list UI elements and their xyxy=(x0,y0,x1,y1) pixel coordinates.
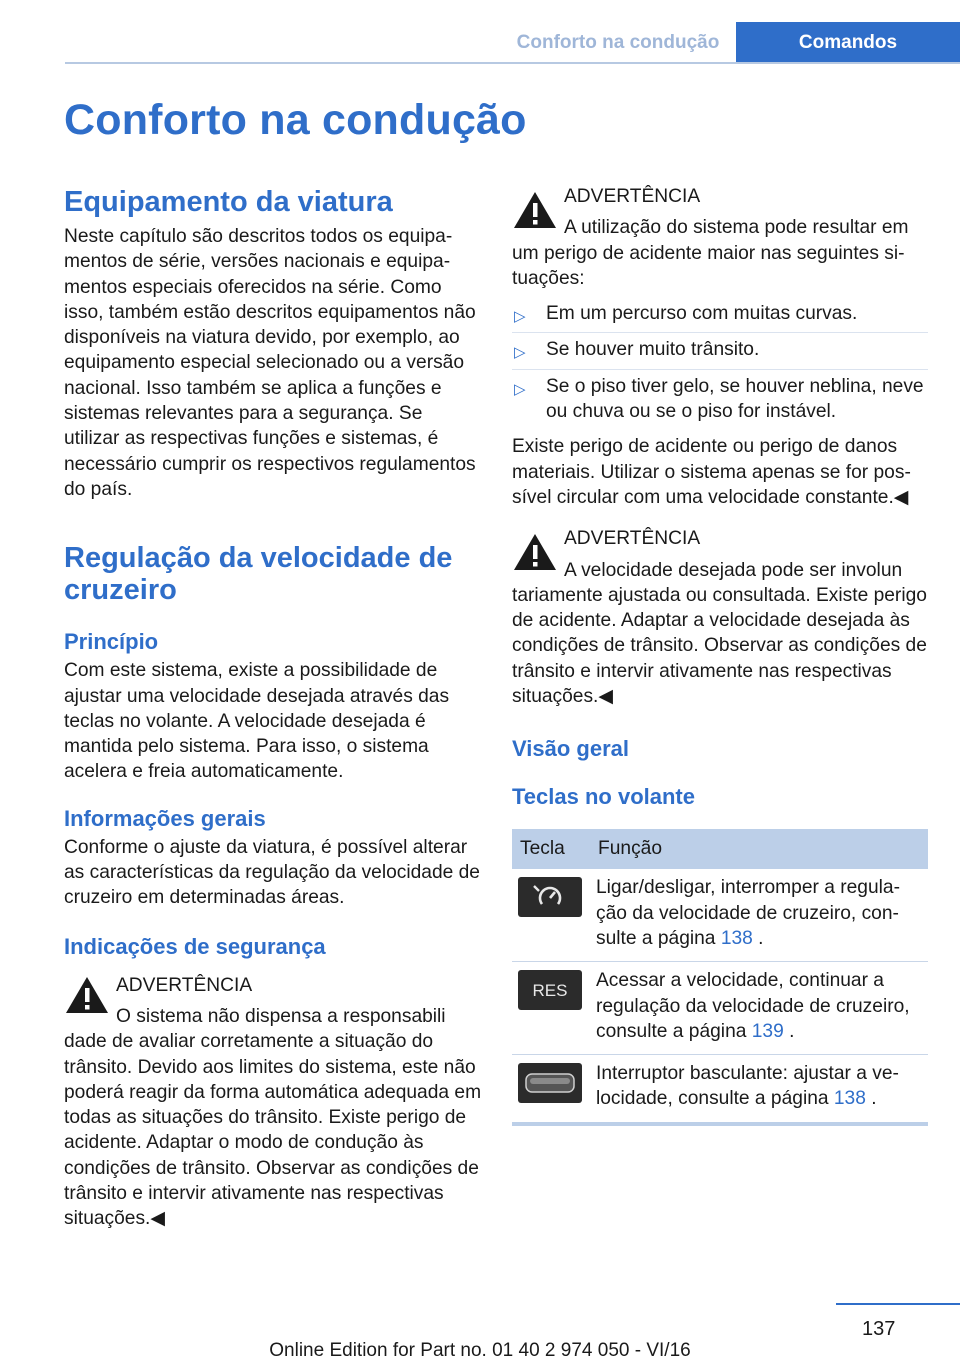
warning-icon xyxy=(64,975,110,1015)
general-info-heading: Informações gerais xyxy=(64,805,266,831)
function-cell: Ligar/desligar, interromper a regulação da velocidade de cruzeiro, consulte a página 138 . xyxy=(590,869,928,961)
general-info-text: Conforme o ajuste da viatura, é possível alterar as características da regulação da velocidade de cruzeiro em determinadas áreas. xyxy=(64,836,480,909)
warning-icon xyxy=(512,190,558,230)
rocker-switch-icon xyxy=(518,1063,582,1103)
triangle-bullet-icon: ▷ xyxy=(514,308,526,326)
list-item: ▷ Em um percurso com muitas curvas. xyxy=(512,297,928,333)
header-divider xyxy=(65,62,960,64)
list-item: ▷ Se o piso tiver gelo, se houver neblina, neve ou chuva ou se o piso for instável. xyxy=(514,375,924,423)
page-title: Conforto na condução xyxy=(64,96,527,144)
section-tab[interactable]: Conforto na condução xyxy=(516,32,720,53)
warning-text-after: Existe perigo de acidente ou perigo de danos materiais. Utilizar o sistema apenas se for possível circular com uma velocidade constante.◀ xyxy=(512,436,911,508)
footer-divider xyxy=(836,1303,960,1305)
equipment-heading: Equipamento da viatura xyxy=(64,186,393,218)
list-item: ▷ Se houver muito trânsito. xyxy=(512,333,928,369)
keys-heading: Teclas no volante xyxy=(512,784,695,810)
edition-footer: Online Edition for Part no. 01 40 2 974 050 - VI/16 xyxy=(269,1340,691,1361)
warning-title: ADVERTÊNCIA xyxy=(564,186,701,207)
warning-title: ADVERTÊNCIA xyxy=(116,974,253,996)
principle-heading: Princípio xyxy=(64,629,159,655)
warning-text: dade de avaliar corretamente a situação do trânsito. Devido aos limites do sistema, este não poderá reagir da forma automática adequada em todas as situações do trânsito. Existe perigo de acidente. Adaptar o modo de condução às condições de trânsito. Observar as condições de trânsito e intervir ativamente nas respectivas situações.◀ xyxy=(64,1031,482,1230)
warning-block xyxy=(512,184,928,291)
warning-title: ADVERTÊNCIA xyxy=(564,528,701,550)
warning-bullets xyxy=(512,297,928,430)
table-header-row xyxy=(512,829,928,869)
chapter-tab[interactable]: Comandos xyxy=(736,22,960,64)
keys-table xyxy=(512,829,928,1125)
function-cell: Acessar a velocidade, continuar a regulação da velocidade de cruzeiro, consulte a página 139 . xyxy=(590,962,928,1055)
triangle-bullet-icon: ▷ xyxy=(514,380,526,398)
col-function-header: Função xyxy=(590,829,928,869)
cruise-control-heading: Regulação da velocidade de cruzeiro xyxy=(64,542,453,607)
equipment-text: Neste capítulo são descritos todos os equipamentos de série, versões nacionais e equipamentos especiais oferecidos na série. Como isso, também estão descritos equipamentos não disponíveis na viatura devido, por exemplo, ao equipamento especial selecionado ou a versão nacional. Isso também se aplica a funções e sistemas relevantes para a segurança. Se utilizar as respectivas funções e sistemas, é necessário cumprir os respectivos regulamentos do país. xyxy=(64,226,476,500)
warning-text: um perigo de acidente maior nas seguintes situações: xyxy=(512,242,905,289)
warning-text: tariamente ajustada ou consultada. Existe perigo de acidente. Adaptar a velocidade desejada às condições de trânsito. Observar as condições de trânsito e intervir ativamente nas respectivas situações.◀ xyxy=(512,584,927,708)
principle-text: Com este sistema, existe a possibilidade de ajustar uma velocidade desejada através das teclas no volante. A velocidade desejada é mantida pelo sistema. Para isso, o sistema acelera e freia automaticamente. xyxy=(64,660,450,783)
warning-block xyxy=(512,526,928,709)
table-row xyxy=(512,962,928,1055)
page-link[interactable]: 138 xyxy=(833,1088,866,1110)
warning-first-line: A velocidade desejada pode ser involun xyxy=(564,559,903,581)
res-icon: RES xyxy=(518,970,582,1010)
warning-block xyxy=(64,973,482,1232)
warning-first-line: A utilização do sistema pode resultar em xyxy=(564,217,909,239)
safety-heading: Indicações de segurança xyxy=(64,933,326,959)
page-number: 137 xyxy=(862,1318,896,1340)
page-link[interactable]: 139 xyxy=(751,1020,784,1042)
triangle-bullet-icon: ▷ xyxy=(514,344,526,362)
cruise-control-icon xyxy=(518,877,582,917)
right-column xyxy=(512,184,928,1126)
table-row xyxy=(512,869,928,961)
page-link[interactable]: 138 xyxy=(720,927,753,949)
warning-first-line: O sistema não dispensa a responsabili xyxy=(116,1005,446,1027)
warning-icon xyxy=(512,532,558,572)
overview-heading: Visão geral xyxy=(512,736,629,762)
left-column xyxy=(64,180,482,1232)
col-key-header: Tecla xyxy=(512,829,590,869)
function-cell: Interruptor basculante: ajustar a velocidade, consulte a página 138 . xyxy=(590,1055,928,1124)
table-row xyxy=(512,1055,928,1124)
